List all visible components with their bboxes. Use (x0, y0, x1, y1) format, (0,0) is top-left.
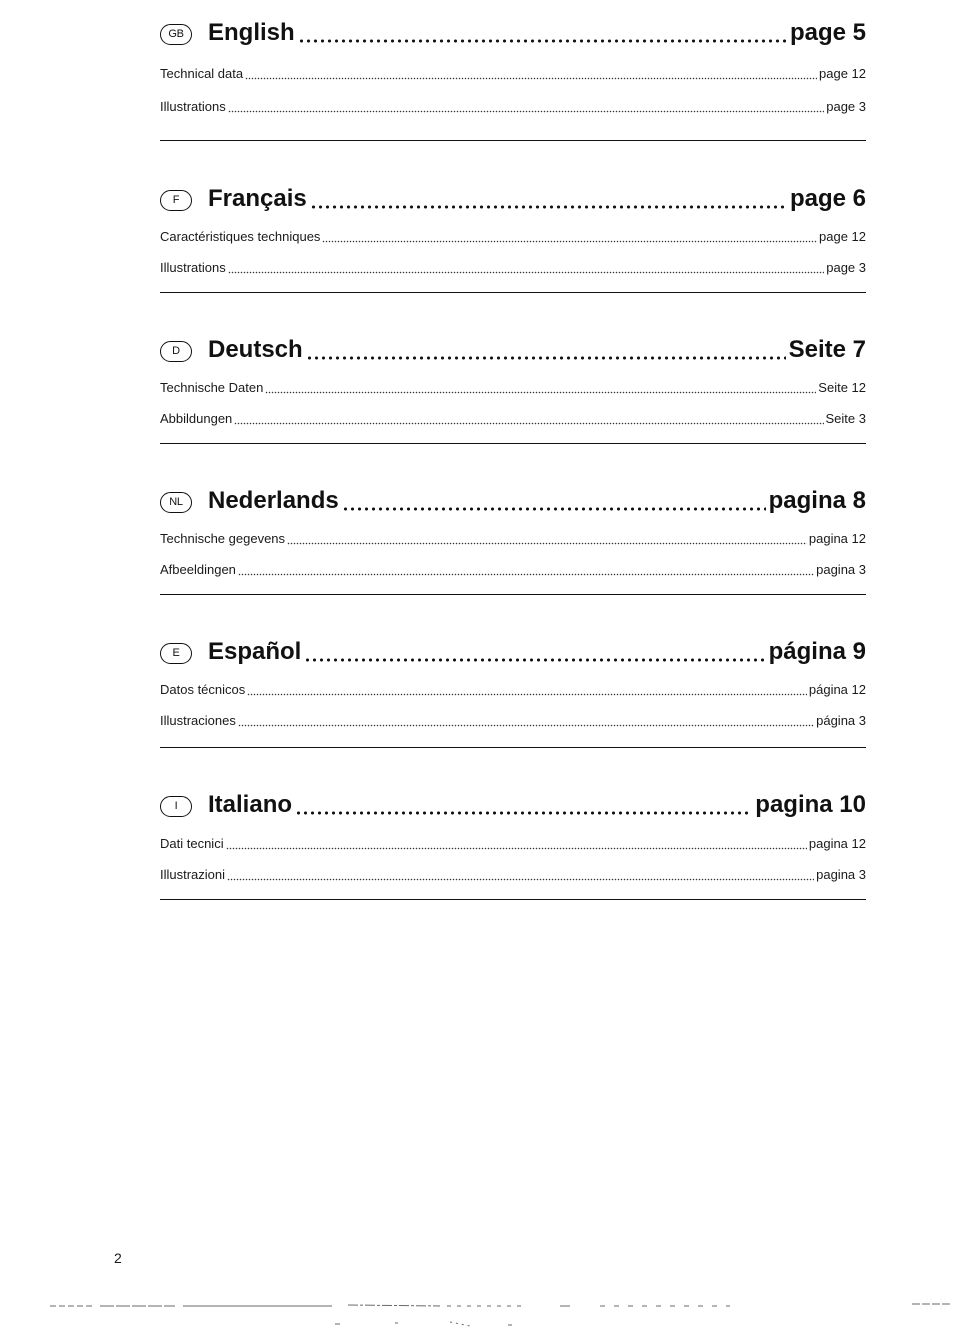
entry-page-ref: page 12 (819, 229, 866, 244)
language-code-badge: D (160, 341, 192, 362)
section-heading[interactable] (160, 333, 866, 367)
toc-entry[interactable] (160, 379, 866, 397)
dot-leader (226, 847, 807, 850)
toc-entry[interactable] (160, 835, 866, 853)
section-heading[interactable] (160, 484, 866, 518)
language-title: Nederlands (208, 487, 339, 514)
page-number: 2 (114, 1250, 122, 1266)
entry-label: Illustraciones (160, 713, 236, 728)
entry-page-ref: page 3 (826, 99, 866, 114)
entry-page-ref: página 3 (816, 713, 866, 728)
section-divider (160, 594, 866, 595)
entry-label: Afbeeldingen (160, 562, 236, 577)
dot-leader (227, 878, 814, 881)
entry-label: Illustrations (160, 99, 226, 114)
entry-label: Technische Daten (160, 380, 264, 395)
section-page-ref: page 5 (789, 19, 866, 46)
language-code-badge: I (160, 796, 192, 817)
entry-label: Caractéristiques techniques (160, 229, 321, 244)
toc-entry[interactable] (160, 259, 866, 277)
entry-page-ref: Seite 3 (825, 411, 866, 426)
language-title: Français (208, 185, 307, 212)
dot-leader (245, 77, 817, 80)
entry-label: Abbildungen (160, 411, 233, 426)
section-page-ref: pagina 8 (768, 487, 866, 514)
entry-page-ref: pagina 12 (808, 531, 866, 546)
dot-leader (298, 38, 787, 44)
toc-entry[interactable] (160, 712, 866, 730)
section-divider (160, 443, 866, 444)
scan-artifact-marks (0, 1296, 954, 1331)
dot-leader (310, 204, 787, 210)
toc-entry[interactable] (160, 65, 866, 83)
language-code-badge: F (160, 190, 192, 211)
language-code-badge: GB (160, 24, 192, 45)
entry-label: Datos técnicos (160, 682, 246, 697)
dot-leader (228, 271, 824, 274)
language-title: Deutsch (208, 336, 303, 363)
entry-page-ref: pagina 12 (808, 836, 866, 851)
language-title: English (208, 19, 295, 46)
entry-page-ref: pagina 3 (816, 562, 866, 577)
dot-leader (287, 542, 807, 545)
toc-entry[interactable] (160, 98, 866, 116)
entry-label: Technical data (160, 66, 244, 81)
entry-page-ref: pagina 3 (816, 867, 866, 882)
section-heading[interactable] (160, 635, 866, 669)
entry-page-ref: page 12 (819, 66, 866, 81)
dot-leader (322, 240, 817, 243)
dot-leader (247, 693, 807, 696)
section-page-ref: pagina 10 (755, 791, 866, 818)
dot-leader (234, 422, 823, 425)
entry-label: Dati tecnici (160, 836, 224, 851)
section-divider (160, 747, 866, 748)
dot-leader (295, 810, 752, 816)
section-page-ref: Seite 7 (788, 336, 866, 363)
entry-label: Illustrations (160, 260, 226, 275)
section-heading[interactable] (160, 16, 866, 50)
language-title: Italiano (208, 791, 293, 818)
section-heading[interactable] (160, 788, 866, 822)
toc-entry[interactable] (160, 866, 866, 884)
entry-page-ref: page 3 (826, 260, 866, 275)
language-title: Español (208, 638, 302, 665)
toc-entry[interactable] (160, 681, 866, 699)
dot-leader (228, 110, 824, 113)
section-divider (160, 899, 866, 900)
section-page-ref: page 6 (789, 185, 866, 212)
language-code-badge: NL (160, 492, 192, 513)
dot-leader (342, 506, 766, 512)
dot-leader (306, 355, 786, 361)
dot-leader (238, 573, 814, 576)
section-divider (160, 140, 866, 141)
entry-page-ref: Seite 12 (818, 380, 866, 395)
entry-page-ref: página 12 (808, 682, 866, 697)
section-divider (160, 292, 866, 293)
toc-entry[interactable] (160, 530, 866, 548)
entry-label: Technische gegevens (160, 531, 286, 546)
dot-leader (238, 724, 814, 727)
section-page-ref: página 9 (768, 638, 866, 665)
dot-leader (304, 657, 765, 663)
toc-entry[interactable] (160, 410, 866, 428)
toc-entry[interactable] (160, 561, 866, 579)
language-code-badge: E (160, 643, 192, 664)
entry-label: Illustrazioni (160, 867, 226, 882)
section-heading[interactable] (160, 182, 866, 216)
toc-entry[interactable] (160, 228, 866, 246)
dot-leader (265, 391, 816, 394)
